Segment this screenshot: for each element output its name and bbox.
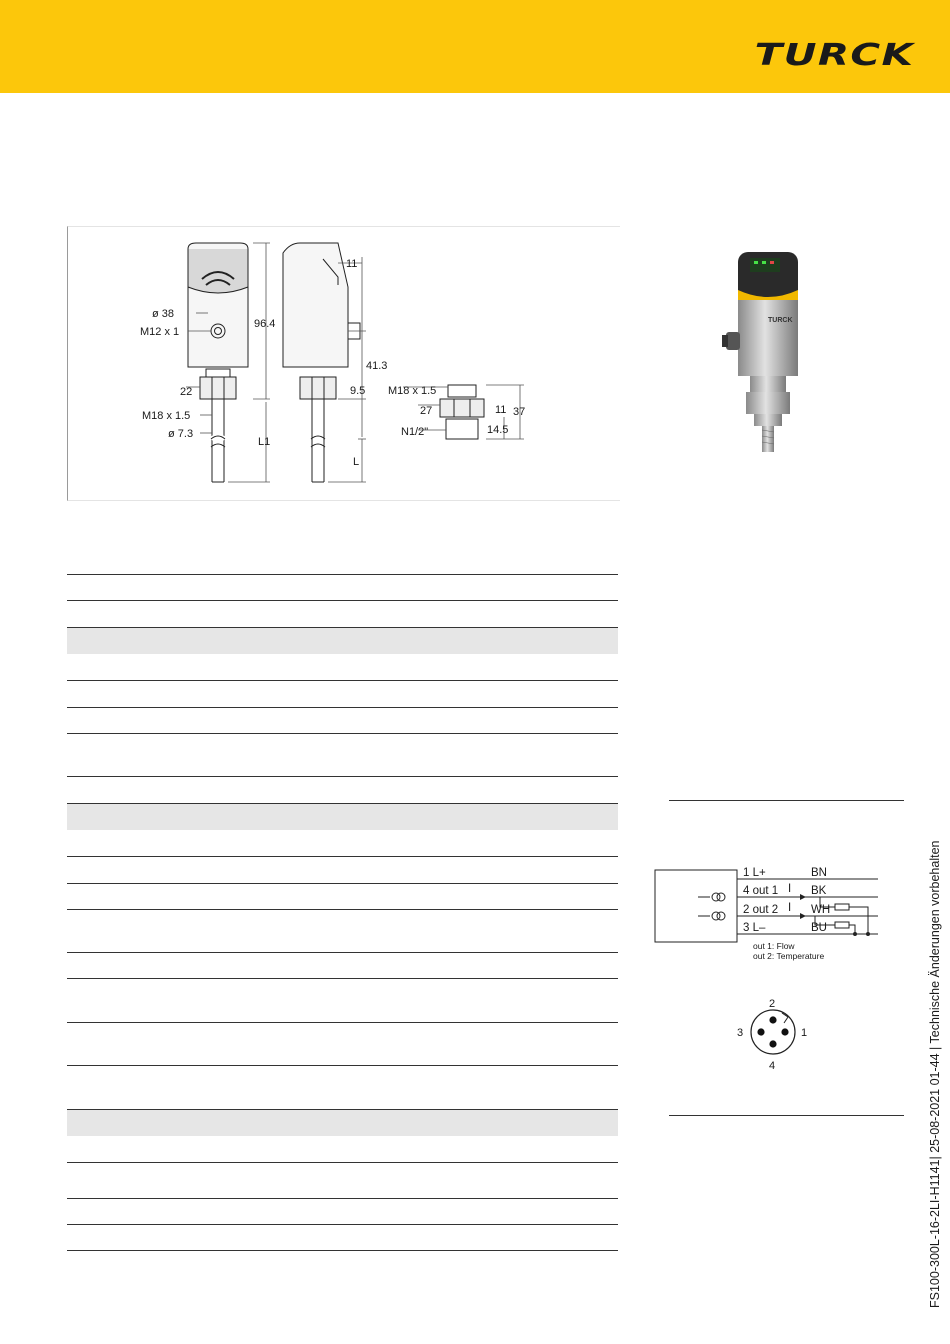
dim-w27: 27 (420, 405, 433, 417)
table-rule (67, 978, 618, 979)
dim-m12: M12 x 1 (140, 326, 180, 338)
turck-logo: TURCK (754, 38, 914, 73)
table-section-shade (67, 803, 618, 830)
table-rule (67, 952, 618, 953)
pinout-label-1: 1 (801, 1027, 808, 1039)
wiring-pin-3: 3 L– (743, 922, 766, 934)
dim-w22: 22 (180, 386, 193, 398)
dim-9-5: 9.5 (350, 385, 366, 397)
document-footer-note: FS100-300L-16-2LI-H1141| 25-08-2021 01-44 | Technische Änderungen vorbehalten (928, 840, 942, 1308)
table-rule (67, 1250, 618, 1251)
pinout-label-2: 2 (769, 998, 776, 1010)
dim-11: 11 (346, 258, 358, 270)
dim-m18-adapter: M18 x 1.5 (388, 385, 437, 397)
pinout-label-3: 3 (737, 1027, 744, 1039)
table-rule (67, 680, 618, 681)
table-section-shade (67, 1109, 618, 1136)
dim-l1: L1 (258, 436, 271, 448)
wire-color-bn: BN (811, 867, 827, 879)
pinout-diagram (730, 995, 820, 1080)
table-rule (67, 600, 618, 601)
table-section-shade (67, 627, 618, 654)
wiring-current-mark-2: I (788, 902, 792, 914)
table-rule (67, 574, 618, 575)
svg-text:TURCK: TURCK (768, 317, 793, 324)
pinout-label-4: 4 (769, 1060, 776, 1072)
product-photo (720, 244, 820, 459)
dim-h96: 96.4 (254, 318, 276, 330)
table-rule (67, 1198, 618, 1199)
dimension-drawing-svg (68, 227, 620, 500)
dim-dia38: ø 38 (152, 308, 175, 320)
wiring-note-out2: out 2: Temperature (753, 951, 825, 961)
wiring-diagram (650, 860, 890, 975)
wiring-note-out1: out 1: Flow (753, 941, 795, 951)
wire-color-bk: BK (811, 885, 827, 897)
table-rule (67, 883, 618, 884)
table-rule (67, 1162, 618, 1163)
table-rule (67, 733, 618, 734)
table-rule (67, 1022, 618, 1023)
header-bar (0, 0, 950, 93)
wire-color-wh: WH (811, 904, 831, 916)
dim-m18: M18 x 1.5 (142, 410, 191, 422)
table-rule (67, 1109, 618, 1110)
wiring-section-rule-top (669, 800, 904, 801)
wire-color-bu: BU (811, 922, 827, 934)
table-rule (67, 707, 618, 708)
dim-37: 37 (513, 406, 526, 418)
table-rule (67, 909, 618, 910)
wiring-section-rule-bottom (669, 1115, 904, 1116)
dim-11-adapter: 11 (495, 404, 507, 416)
table-rule (67, 803, 618, 804)
wiring-pin-2: 2 out 2 (743, 904, 779, 916)
table-rule (67, 627, 618, 628)
dimension-drawing (67, 226, 620, 501)
table-rule (67, 856, 618, 857)
wiring-pin-4: 4 out 1 (743, 885, 779, 897)
dim-14-5: 14.5 (487, 424, 509, 436)
dim-dia73: ø 7.3 (168, 428, 194, 440)
wiring-current-mark-1: I (788, 883, 792, 895)
wiring-pin-1: 1 L+ (743, 867, 766, 879)
table-rule (67, 1224, 618, 1225)
table-rule (67, 776, 618, 777)
dim-l: L (353, 456, 360, 468)
dim-41-3: 41.3 (366, 360, 388, 372)
table-rule (67, 1065, 618, 1066)
dim-n12: N1/2" (401, 426, 429, 438)
